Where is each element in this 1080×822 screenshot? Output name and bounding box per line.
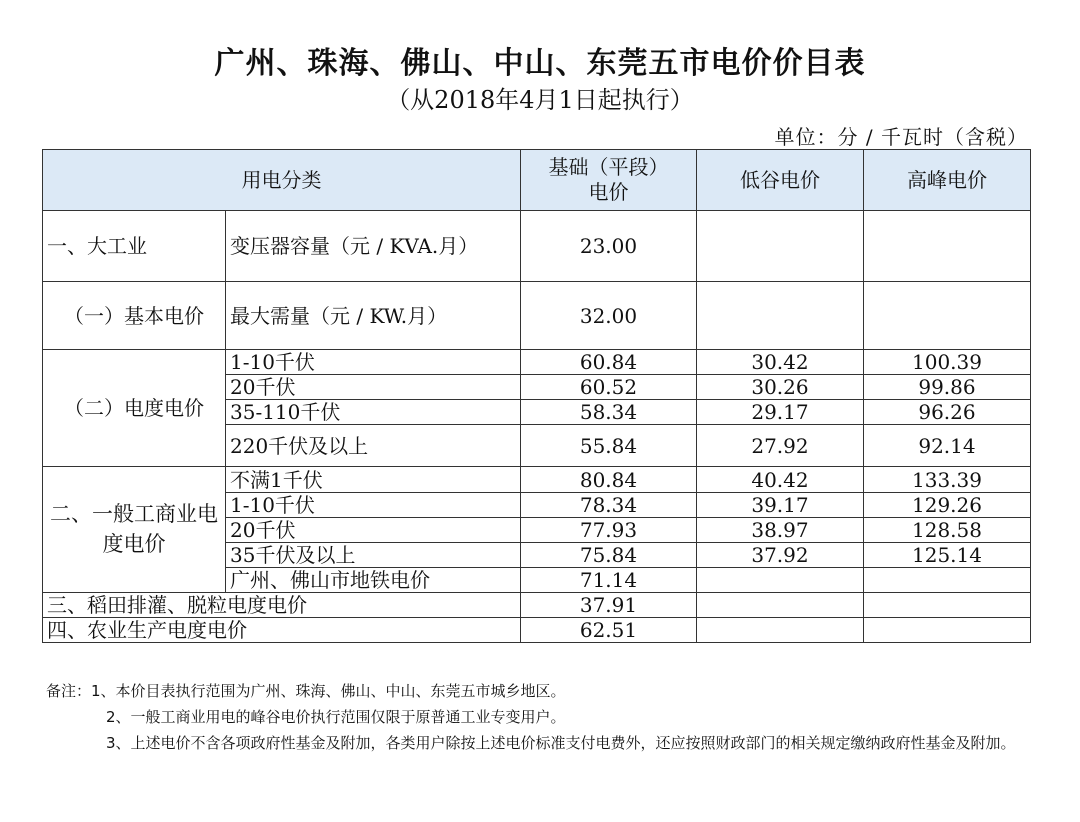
peak-price: 100.39 (864, 350, 1031, 375)
table-row (43, 211, 1031, 282)
price-table (42, 149, 1031, 643)
peak-price: 96.26 (864, 400, 1031, 425)
empty-cell (697, 282, 864, 350)
page-subtitle: （从2018年4月1日起执行） (386, 86, 694, 114)
base-price: 55.84 (521, 425, 697, 467)
irrigation-label: 三、稻田排灌、脱粒电度电价 (43, 593, 521, 618)
transformer-capacity-base: 23.00 (521, 211, 697, 282)
general-commercial-label: 二、一般工商业电度电价 (43, 467, 226, 593)
peak-price: 128.58 (864, 518, 1031, 543)
note-2: 2、一般工商业用电的峰谷电价执行范围仅限于原普通工业专变用户。 (106, 708, 566, 726)
agriculture-label: 四、农业生产电度电价 (43, 618, 521, 643)
notes-section (46, 678, 1036, 756)
peak-price: 133.39 (864, 467, 1031, 493)
max-demand-label: 最大需量（元 / KW.月） (226, 282, 521, 350)
header-valley-price: 低谷电价 (697, 150, 864, 211)
base-price: 80.84 (521, 467, 697, 493)
empty-cell (864, 593, 1031, 618)
empty-cell (697, 211, 864, 282)
peak-price: 125.14 (864, 543, 1031, 568)
table-row (43, 282, 1031, 350)
empty-cell (697, 593, 864, 618)
basic-price-label: （一）基本电价 (43, 282, 226, 350)
empty-cell (864, 282, 1031, 350)
peak-price: 92.14 (864, 425, 1031, 467)
peak-price: 129.26 (864, 493, 1031, 518)
table-header-row (43, 150, 1031, 211)
peak-price (864, 568, 1031, 593)
header-category: 用电分类 (43, 150, 521, 211)
voltage-label: 220千伏及以上 (226, 425, 521, 467)
table-row (43, 467, 1031, 493)
base-price: 78.34 (521, 493, 697, 518)
transformer-capacity-label: 变压器容量（元 / KVA.月） (226, 211, 521, 282)
valley-price: 39.17 (697, 493, 864, 518)
base-price: 60.84 (521, 350, 697, 375)
agriculture-base: 62.51 (521, 618, 697, 643)
empty-cell (697, 618, 864, 643)
energy-price-label: （二）电度电价 (43, 350, 226, 467)
table-row (43, 618, 1031, 643)
metro-label: 广州、佛山市地铁电价 (226, 568, 521, 593)
base-price: 58.34 (521, 400, 697, 425)
header-peak-price: 高峰电价 (864, 150, 1031, 211)
page-title: 广州、珠海、佛山、中山、东莞五市电价价目表 (214, 46, 866, 81)
voltage-label: 不满1千伏 (226, 467, 521, 493)
max-demand-base: 32.00 (521, 282, 697, 350)
header-base-price: 基础（平段）电价 (521, 150, 697, 211)
unit-label: 单位：分 / 千瓦时（含税） (774, 125, 1028, 149)
peak-price: 99.86 (864, 375, 1031, 400)
irrigation-base: 37.91 (521, 593, 697, 618)
voltage-label: 1-10千伏 (226, 493, 521, 518)
table-row (43, 593, 1031, 618)
valley-price: 38.97 (697, 518, 864, 543)
note-3: 3、上述电价不含各项政府性基金及附加，各类用户除按上述电价标准支付电费外，还应按照财政部门的相关规定缴纳政府性基金及附加。 (106, 734, 1016, 752)
voltage-label: 20千伏 (226, 375, 521, 400)
voltage-label: 20千伏 (226, 518, 521, 543)
note-1: 备注：1、本价目表执行范围为广州、珠海、佛山、中山、东莞五市城乡地区。 (46, 682, 566, 700)
valley-price: 30.26 (697, 375, 864, 400)
valley-price: 27.92 (697, 425, 864, 467)
voltage-label: 1-10千伏 (226, 350, 521, 375)
valley-price: 40.42 (697, 467, 864, 493)
valley-price: 30.42 (697, 350, 864, 375)
voltage-label: 35-110千伏 (226, 400, 521, 425)
valley-price: 29.17 (697, 400, 864, 425)
table-row (43, 350, 1031, 375)
valley-price (697, 568, 864, 593)
empty-cell (864, 618, 1031, 643)
base-price: 77.93 (521, 518, 697, 543)
valley-price: 37.92 (697, 543, 864, 568)
base-price: 71.14 (521, 568, 697, 593)
base-price: 60.52 (521, 375, 697, 400)
large-industry-label: 一、大工业 (43, 211, 226, 282)
base-price: 75.84 (521, 543, 697, 568)
empty-cell (864, 211, 1031, 282)
voltage-label: 35千伏及以上 (226, 543, 521, 568)
